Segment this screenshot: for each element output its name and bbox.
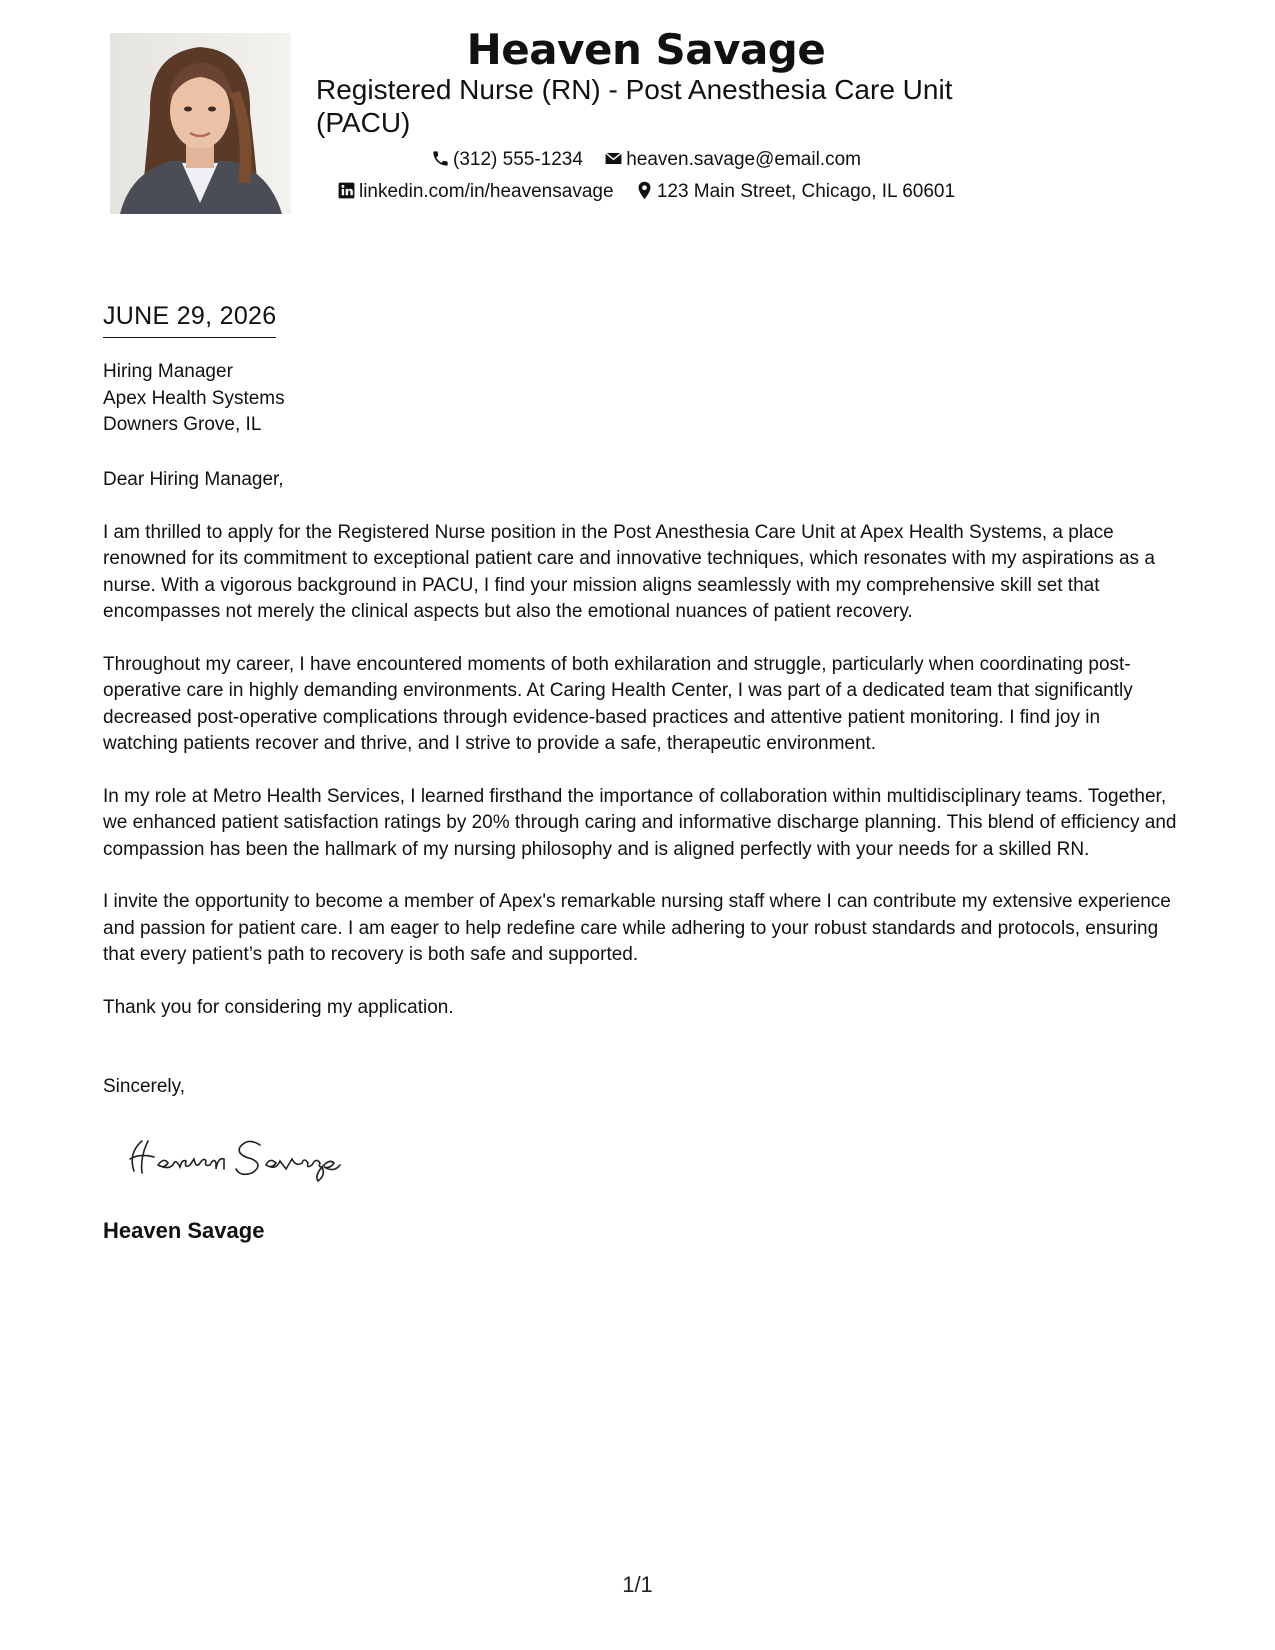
recipient-block bbox=[103, 359, 285, 439]
phone-contact[interactable] bbox=[431, 148, 583, 172]
signer-name: Heaven Savage bbox=[103, 1218, 265, 1243]
address-contact bbox=[635, 180, 955, 204]
page-number: 1/1 bbox=[622, 1572, 653, 1597]
body-paragraph: Thank you for considering my application. bbox=[103, 996, 454, 1018]
profile-photo bbox=[110, 33, 291, 214]
linkedin-text: linkedin.com/in/heavensavage bbox=[358, 181, 614, 202]
closing: Sincerely, bbox=[103, 1076, 186, 1097]
linkedin-icon bbox=[337, 181, 356, 200]
salutation: Dear Hiring Manager, bbox=[103, 469, 284, 490]
contact-row-1 bbox=[306, 148, 986, 172]
body-paragraph: Throughout my career, I have encountered moments of both exhilaration and struggle, particularly when coordinating post-operative care in highly demanding environments. At Caring Health Center, I was part of a dedicated team that significantly decreased post-operative complications through evidence-based practices and attentive patient monitoring. I find joy in watching patients recover and thrive, and I strive to provide a safe, therapeutic environment. bbox=[103, 653, 1133, 754]
recipient-line: Apex Health Systems bbox=[103, 387, 285, 409]
applicant-name: Heaven Savage bbox=[466, 25, 826, 74]
phone-text: (312) 555-1234 bbox=[453, 149, 583, 170]
letter-body bbox=[103, 467, 1178, 1047]
envelope-icon bbox=[604, 149, 623, 168]
recipient-line: Hiring Manager bbox=[103, 361, 233, 382]
recipient-line: Downers Grove, IL bbox=[103, 414, 262, 435]
body-paragraph: In my role at Metro Health Services, I learned firsthand the importance of collaboration within multidisciplinary teams. Together, we enhanced patient satisfaction ratings by 20% through caring and informative discharge planning. This blend of efficiency and compassion has been the hallmark of my nursing philosophy and is aligned perfectly with your needs for a skilled RN. bbox=[103, 785, 1177, 860]
email-contact[interactable] bbox=[604, 148, 861, 172]
contact-row-2 bbox=[306, 180, 986, 204]
job-title: Registered Nurse (RN) - Post Anesthesia Care Unit (PACU) bbox=[316, 74, 953, 138]
signature-image bbox=[120, 1127, 360, 1187]
letter-date: JUNE 29, 2026 bbox=[103, 299, 276, 338]
body-paragraph: I invite the opportunity to become a member of Apex's remarkable nursing staff where I can contribute my extensive experience and passion for patient care. I am eager to help redefine care while adhering to your robust standards and protocols, ensuring that every patient’s path to recovery is both safe and supported. bbox=[103, 891, 1171, 965]
email-text: heaven.savage@email.com bbox=[626, 149, 861, 170]
linkedin-contact[interactable] bbox=[337, 180, 614, 204]
body-paragraph: I am thrilled to apply for the Registered Nurse position in the Post Anesthesia Care Unit at Apex Health Systems, a place renowned for its commitment to exceptional patient care and innovative techniques, which resonates with my aspirations as a nurse. With a vigorous background in PACU, I find your mission aligns seamlessly with my comprehensive skill set that encompasses not merely the clinical aspects but also the emotional nuances of patient recovery. bbox=[103, 521, 1155, 622]
address-text: 123 Main Street, Chicago, IL 60601 bbox=[656, 181, 956, 202]
map-marker-icon bbox=[635, 181, 654, 200]
phone-icon bbox=[431, 149, 450, 168]
